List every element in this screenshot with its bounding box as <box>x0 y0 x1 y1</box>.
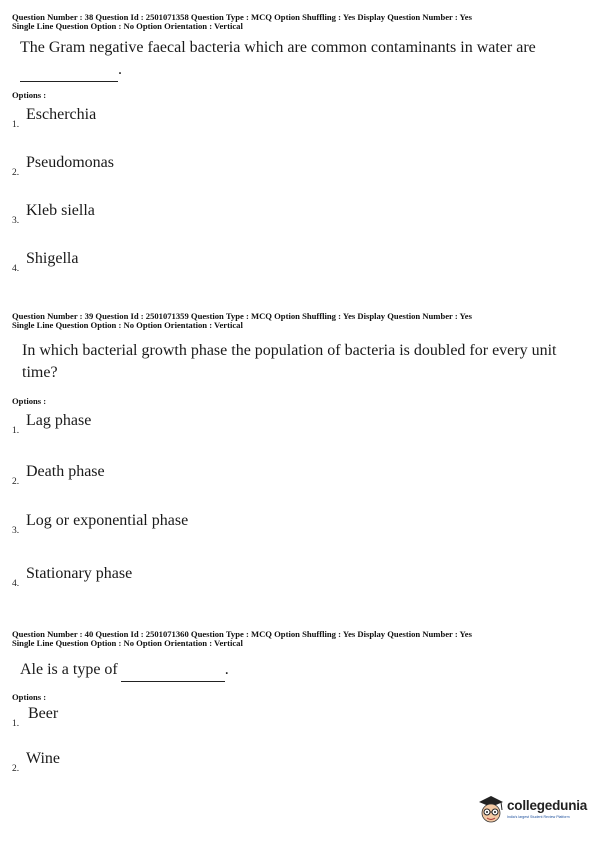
option-number: 4. <box>12 264 20 274</box>
option-number: 4. <box>12 579 20 589</box>
question-text-content: The Gram negative faecal bacteria which are common contaminants in water are <box>20 39 536 56</box>
option-text: Wine <box>26 750 61 767</box>
option-number: 1. <box>12 120 20 130</box>
option-4[interactable] <box>12 250 312 276</box>
option-1[interactable] <box>12 106 312 132</box>
answer-blank <box>20 59 118 82</box>
option-number: 1. <box>12 426 20 436</box>
question-text-tail: . <box>118 61 122 78</box>
option-number: 3. <box>12 526 20 536</box>
answer-blank <box>121 659 225 682</box>
options-label: Options : <box>12 90 47 100</box>
options-label: Options : <box>12 396 47 406</box>
question-meta-line1: Question Number : 39 Question Id : 2501071359 Question Type : MCQ Option Shuffling : Yes Display Question Number : Yes <box>12 311 472 321</box>
logo-tagline: India's largest Student Review Platform <box>507 815 570 819</box>
option-number: 2. <box>12 477 20 487</box>
option-number: 1. <box>12 719 20 729</box>
logo-name: collegedunia <box>507 798 588 813</box>
option-text: Beer <box>28 705 59 722</box>
question-meta-line2: Single Line Question Option : No Option Orientation : Vertical <box>12 21 243 31</box>
option-text: Escherchia <box>26 106 97 123</box>
option-1[interactable] <box>12 412 312 438</box>
option-2[interactable] <box>12 154 312 180</box>
option-text: Log or exponential phase <box>26 512 189 529</box>
option-4[interactable] <box>12 565 312 591</box>
option-text: Death phase <box>26 463 105 480</box>
question-text: In which bacterial growth phase the population of bacteria is doubled for every unit time? <box>22 342 557 381</box>
option-number: 2. <box>12 764 20 774</box>
option-text: Shigella <box>26 250 79 267</box>
option-1[interactable] <box>12 705 312 731</box>
option-3[interactable] <box>12 202 312 228</box>
option-text: Stationary phase <box>26 565 133 582</box>
option-text: Kleb siella <box>26 202 95 219</box>
student-mascot-icon <box>476 793 506 827</box>
question-text-content: Ale is a type of <box>20 661 118 678</box>
option-number: 3. <box>12 216 20 226</box>
options-label: Options : <box>12 692 47 702</box>
question-text <box>20 37 572 82</box>
collegedunia-logo <box>476 793 586 829</box>
question-meta-line2: Single Line Question Option : No Option Orientation : Vertical <box>12 638 243 648</box>
option-text: Lag phase <box>26 412 92 429</box>
option-text: Pseudomonas <box>26 154 114 171</box>
option-3[interactable] <box>12 512 312 538</box>
question-meta-line2: Single Line Question Option : No Option Orientation : Vertical <box>12 320 243 330</box>
question-meta-line1: Question Number : 40 Question Id : 2501071360 Question Type : MCQ Option Shuffling : Yes Display Question Number : Yes <box>12 629 472 639</box>
question-text <box>20 659 572 682</box>
question-meta-line1: Question Number : 38 Question Id : 2501071358 Question Type : MCQ Option Shuffling : Yes Display Question Number : Yes <box>12 12 472 22</box>
question-text-tail: . <box>224 661 229 678</box>
option-2[interactable] <box>12 750 312 776</box>
option-number: 2. <box>12 168 20 178</box>
option-2[interactable] <box>12 463 312 489</box>
